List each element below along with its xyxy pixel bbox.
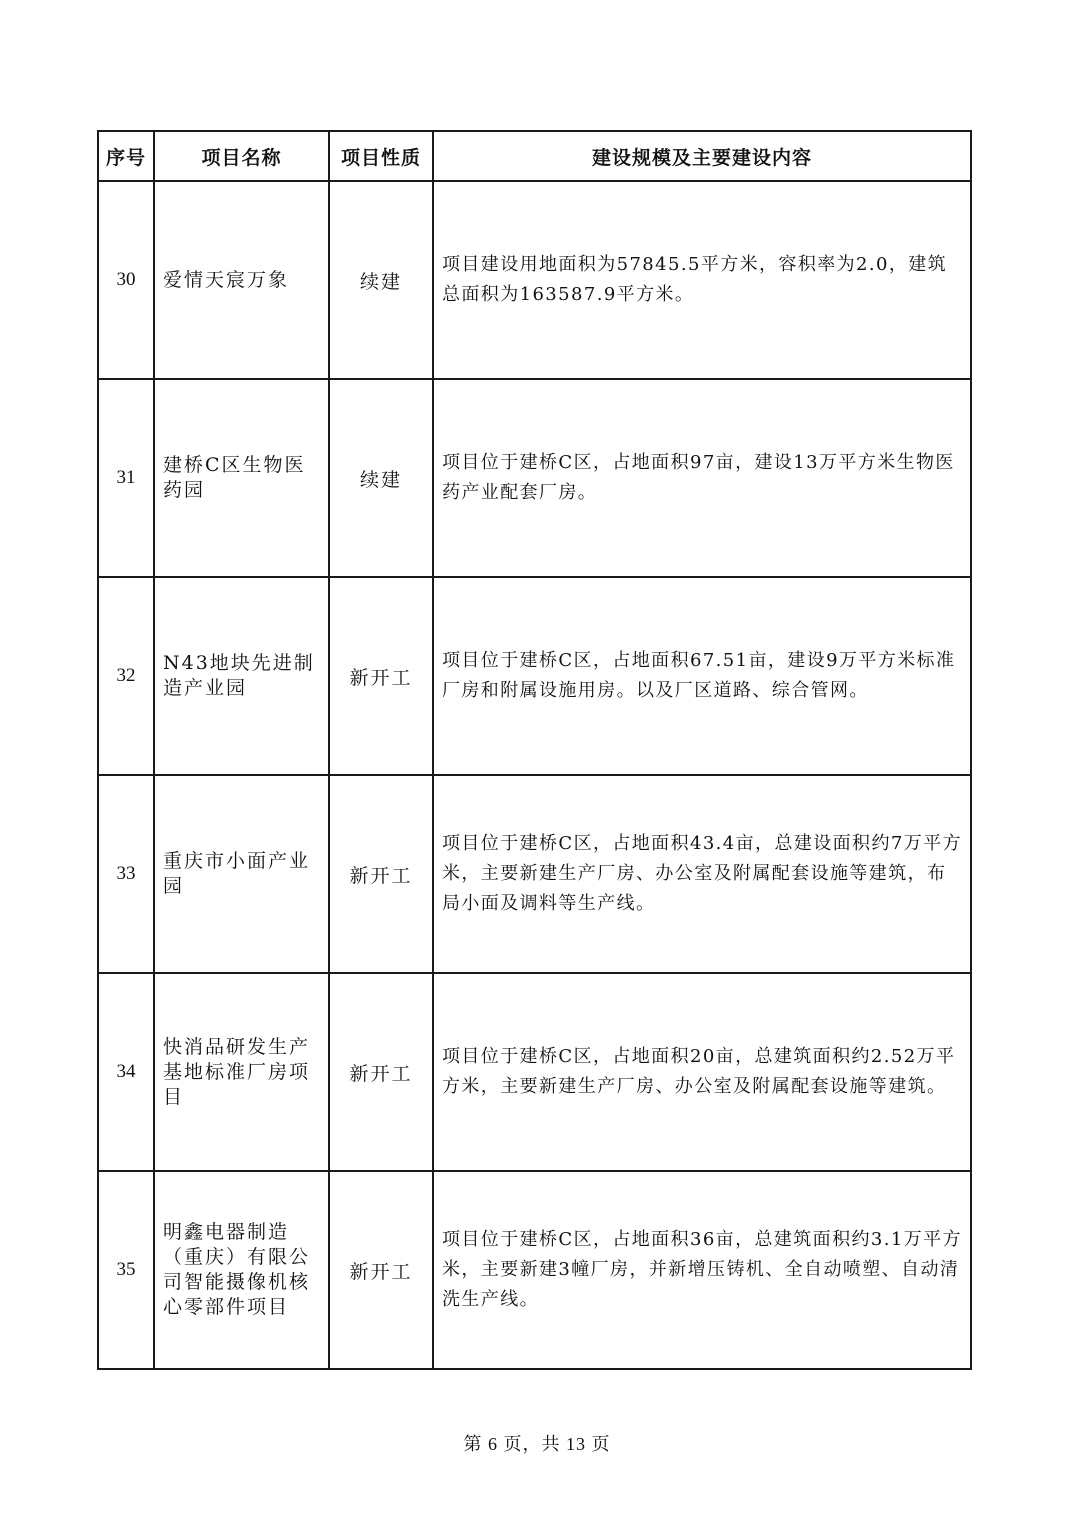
cell-project-name: 建桥C区生物医药园 (154, 379, 329, 577)
cell-construction-content: 项目位于建桥C区，占地面积20亩，总建筑面积约2.52万平方米，主要新建生产厂房、办公室及附属配套设施等建筑。 (433, 973, 971, 1171)
cell-serial-no: 30 (98, 181, 154, 379)
cell-serial-no: 34 (98, 973, 154, 1171)
cell-project-type: 续建 (329, 379, 433, 577)
cell-project-name: N43地块先进制造产业园 (154, 577, 329, 775)
cell-project-name: 明鑫电器制造（重庆）有限公司智能摄像机核心零部件项目 (154, 1171, 329, 1369)
header-project-name: 项目名称 (154, 131, 329, 181)
cell-project-name: 爱情天宸万象 (154, 181, 329, 379)
header-construction-content: 建设规模及主要建设内容 (433, 131, 971, 181)
cell-serial-no: 31 (98, 379, 154, 577)
cell-project-type: 新开工 (329, 1171, 433, 1369)
table-row (98, 775, 971, 973)
table-row (98, 379, 971, 577)
cell-project-name: 快消品研发生产基地标准厂房项目 (154, 973, 329, 1171)
table-row (98, 973, 971, 1171)
cell-project-type: 新开工 (329, 775, 433, 973)
table-row (98, 577, 971, 775)
cell-project-type: 新开工 (329, 577, 433, 775)
cell-project-type: 续建 (329, 181, 433, 379)
cell-project-type: 新开工 (329, 973, 433, 1171)
table-header-row (98, 131, 971, 181)
cell-construction-content: 项目位于建桥C区，占地面积43.4亩，总建设面积约7万平方米，主要新建生产厂房、办公室及附属配套设施等建筑，布局小面及调料等生产线。 (433, 775, 971, 973)
table-row (98, 181, 971, 379)
cell-serial-no: 35 (98, 1171, 154, 1369)
cell-construction-content: 项目位于建桥C区，占地面积36亩，总建筑面积约3.1万平方米，主要新建3幢厂房，并新增压铸机、全自动喷塑、自动清洗生产线。 (433, 1171, 971, 1369)
project-table (97, 130, 972, 1370)
table-row (98, 1171, 971, 1369)
cell-serial-no: 33 (98, 775, 154, 973)
cell-construction-content: 项目建设用地面积为57845.5平方米，容积率为2.0，建筑总面积为163587.9平方米。 (433, 181, 971, 379)
header-project-type: 项目性质 (329, 131, 433, 181)
cell-project-name: 重庆市小面产业园 (154, 775, 329, 973)
header-serial-no: 序号 (98, 131, 154, 181)
cell-construction-content: 项目位于建桥C区，占地面积97亩，建设13万平方米生物医药产业配套厂房。 (433, 379, 971, 577)
cell-serial-no: 32 (98, 577, 154, 775)
cell-construction-content: 项目位于建桥C区，占地面积67.51亩，建设9万平方米标准厂房和附属设施用房。以及厂区道路、综合管网。 (433, 577, 971, 775)
page-number-footer: 第 6 页，共 13 页 (463, 1434, 611, 1454)
